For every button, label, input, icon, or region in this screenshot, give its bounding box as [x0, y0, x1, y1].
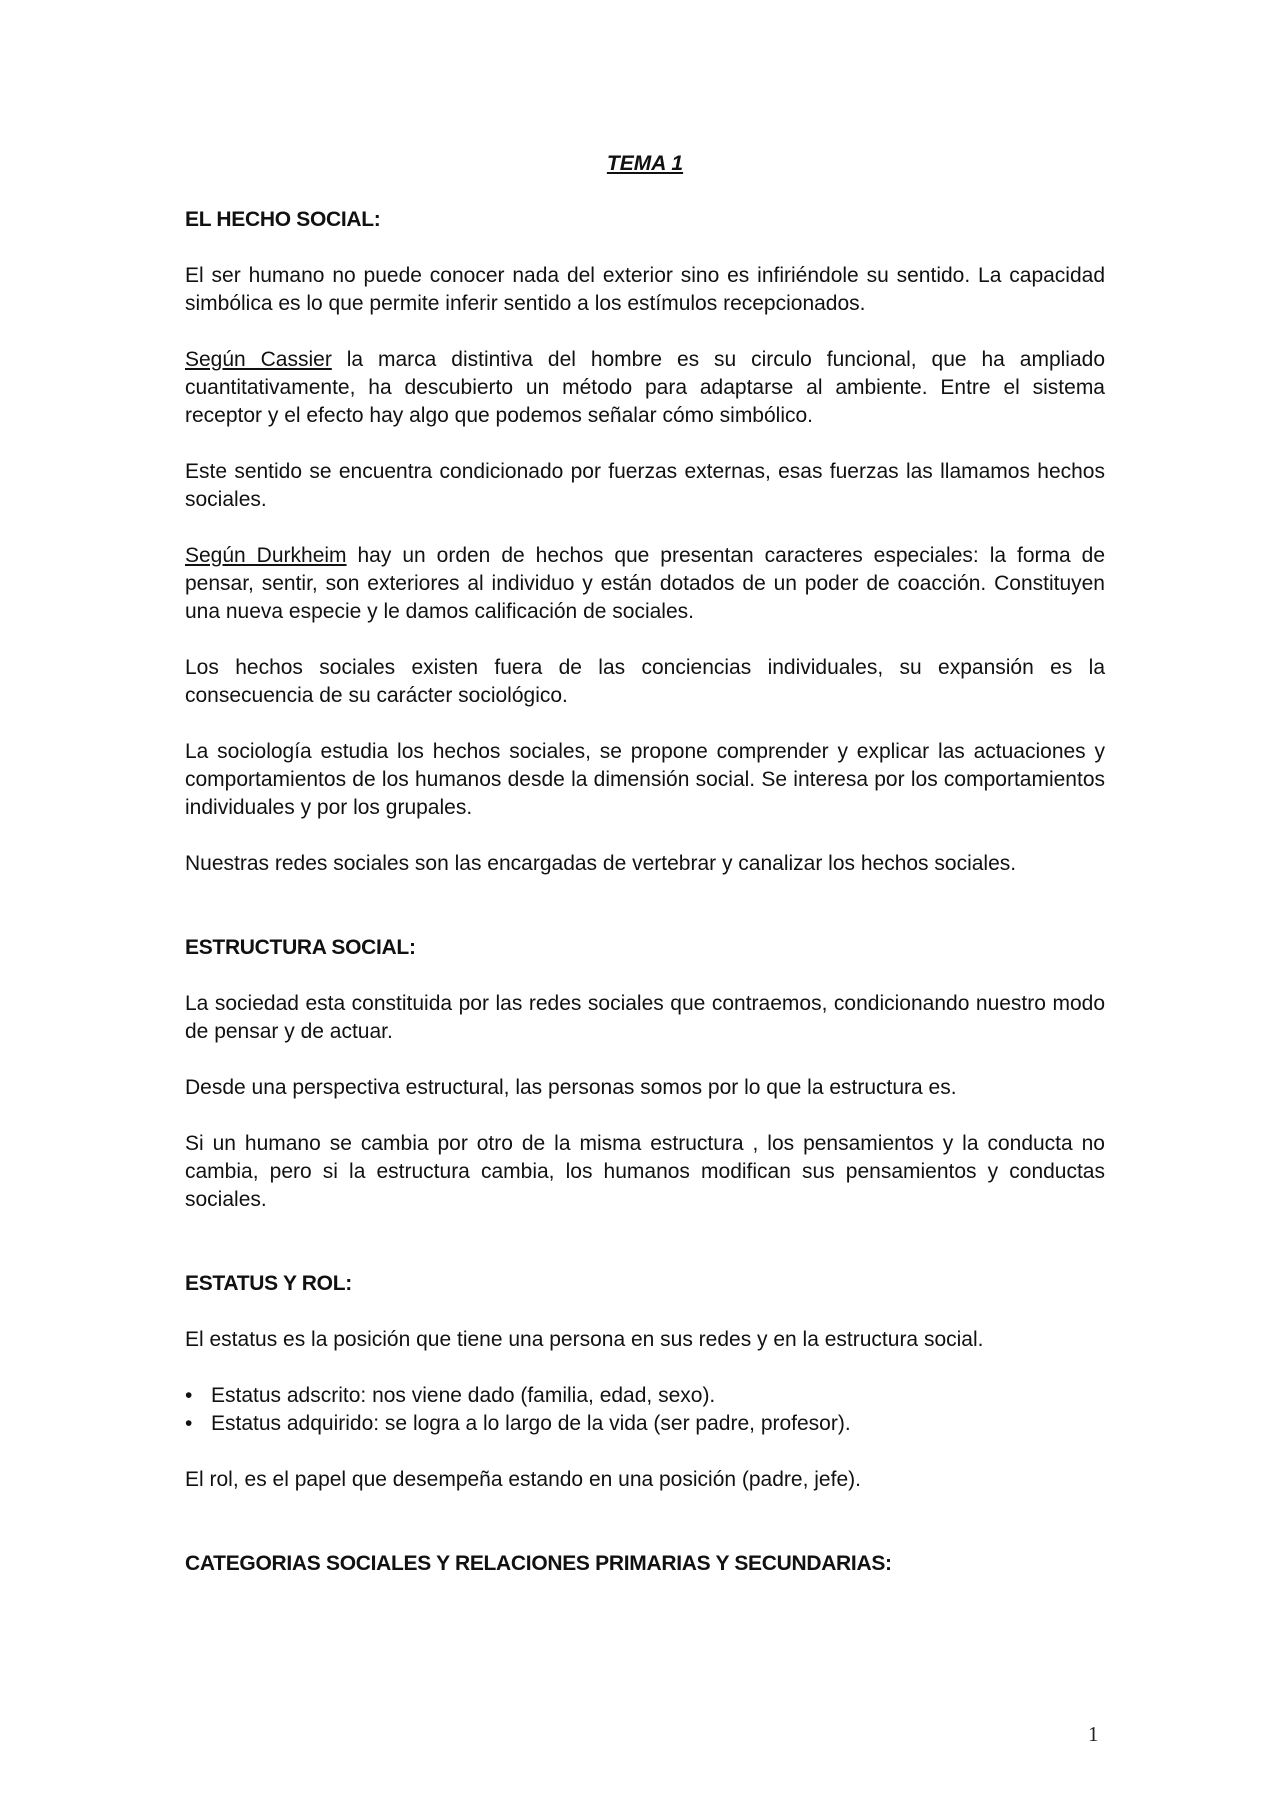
paragraph: Este sentido se encuentra condicionado por fuerzas externas, esas fuerzas las llamamos hechos sociales.: [185, 460, 1105, 511]
section-heading: CATEGORIAS SOCIALES Y RELACIONES PRIMARIAS Y SECUNDARIAS:: [185, 1552, 892, 1575]
paragraph: Los hechos sociales existen fuera de las conciencias individuales, su expansión es la consecuencia de su carácter sociológico.: [185, 656, 1105, 707]
list-item: • Estatus adscrito: nos viene dado (familia, edad, sexo).: [185, 1382, 1105, 1410]
section-heading: ESTRUCTURA SOCIAL:: [185, 936, 416, 959]
paragraph: El rol, es el papel que desempeña estando en una posición (padre, jefe).: [185, 1468, 861, 1491]
document-body: [185, 150, 1105, 1606]
section-hecho-social: [185, 206, 1105, 878]
paragraph: Desde una perspectiva estructural, las personas somos por lo que la estructura es.: [185, 1076, 957, 1099]
section-estructura-social: [185, 934, 1105, 1214]
section-heading: ESTATUS Y ROL:: [185, 1272, 352, 1295]
paragraph: El estatus es la posición que tiene una persona en sus redes y en la estructura social.: [185, 1328, 984, 1351]
bullet-glyph: •: [185, 1412, 193, 1435]
paragraph: Según Durkheim hay un orden de hechos que presentan caracteres especiales: la forma de pensar, sentir, son exteriores al individuo y están dotados de un poder de coacción. Constituyen una nueva especie y le damos calificación de sociales.: [185, 544, 1105, 623]
document-title: TEMA 1: [606, 152, 684, 175]
paragraph: El ser humano no puede conocer nada del exterior sino es infiriéndole su sentido. La capacidad simbólica es lo que permite inferir sentido a los estímulos recepcionados.: [185, 264, 1105, 315]
bullet-glyph: •: [185, 1384, 193, 1407]
section-categorias-sociales: [185, 1550, 1105, 1578]
paragraph: Según Cassier la marca distintiva del hombre es su circulo funcional, que ha ampliado cuantitativamente, ha descubierto un método para adaptarse al ambiente. Entre el sistema receptor y el efecto hay algo que podemos señalar cómo simbólico.: [185, 348, 1105, 427]
section-heading: EL HECHO SOCIAL:: [185, 208, 381, 231]
author-reference: Según Durkheim: [185, 544, 347, 567]
list-item: • Estatus adquirido: se logra a lo largo de la vida (ser padre, profesor).: [185, 1410, 1105, 1438]
paragraph: Si un humano se cambia por otro de la misma estructura , los pensamientos y la conducta no cambia, pero si la estructura cambia, los humanos modifican sus pensamientos y conductas sociales.: [185, 1132, 1105, 1211]
author-reference: Según Cassier: [185, 348, 332, 371]
section-estatus-rol: [185, 1270, 1105, 1494]
paragraph: La sociedad esta constituida por las redes sociales que contraemos, condicionando nuestro modo de pensar y de actuar.: [185, 992, 1105, 1043]
paragraph: La sociología estudia los hechos sociales, se propone comprender y explicar las actuaciones y comportamientos de los humanos desde la dimensión social. Se interesa por los comportamientos individuales y por los grupales.: [185, 740, 1105, 819]
page-number: 1: [1088, 1722, 1099, 1746]
bullet-list: [185, 1382, 1105, 1438]
paragraph: Nuestras redes sociales son las encargadas de vertebrar y canalizar los hechos sociales.: [185, 852, 1017, 875]
